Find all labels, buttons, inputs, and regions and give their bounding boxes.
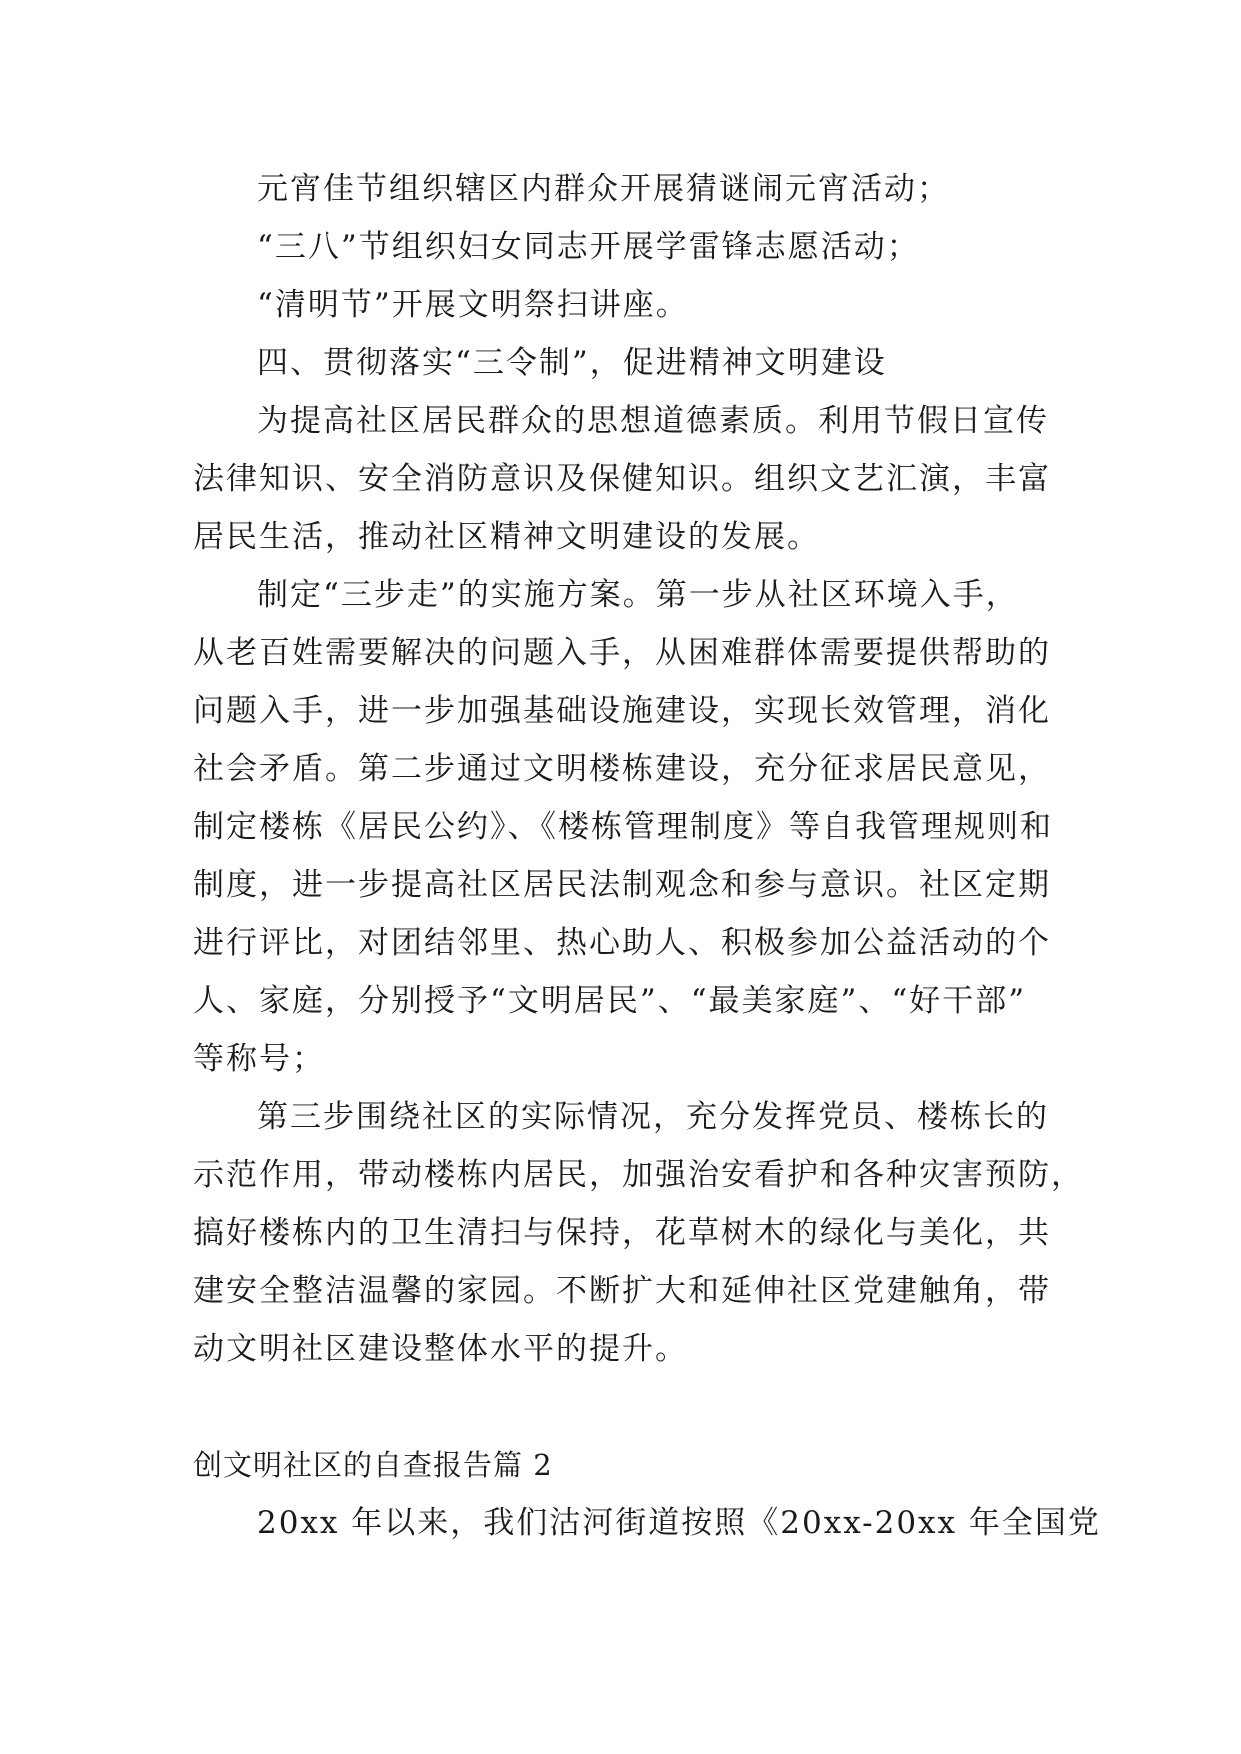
paragraph-line: 建安全整洁温馨的家园。不断扩大和延伸社区党建触角，带 <box>193 1273 1051 1309</box>
paragraph-line: 问题入手，进一步加强基础设施建设，实现长效管理，消化 <box>193 693 1051 729</box>
paragraph-line: 等称号； <box>193 1041 325 1077</box>
paragraph-line: 元宵佳节组织辖区内群众开展猜谜闹元宵活动； <box>257 171 950 207</box>
paragraph-line: 制度，进一步提高社区居民法制观念和参与意识。社区定期 <box>193 867 1051 903</box>
paragraph-line: 搞好楼栋内的卫生清扫与保持，花草树木的绿化与美化，共 <box>193 1215 1051 1251</box>
document-body <box>193 160 1101 1552</box>
paragraph-line: 制定“三步走”的实施方案。第一步从社区环境入手， <box>257 577 1019 613</box>
paragraph-line: 从老百姓需要解决的问题入手，从困难群体需要提供帮助的 <box>193 635 1051 671</box>
article-title: 创文明社区的自查报告篇 2 <box>193 1448 553 1482</box>
paragraph-line: 人、家庭，分别授予“文明居民”、“最美家庭”、“好干部” <box>193 983 1027 1019</box>
paragraph-line: 第三步围绕社区的实际情况，充分发挥党员、楼栋长的 <box>257 1099 1049 1135</box>
section-spacer <box>193 1378 1053 1436</box>
paragraph-line: “三八”节组织妇女同志开展学雷锋志愿活动； <box>257 229 920 265</box>
paragraph-line: 社会矛盾。第二步通过文明楼栋建设，充分征求居民意见， <box>193 751 1051 787</box>
paragraph-line: 为提高社区居民群众的思想道德素质。利用节假日宣传 <box>257 403 1049 439</box>
paragraph-line: “清明节”开展文明祭扫讲座。 <box>257 287 689 323</box>
paragraph-line: 动文明社区建设整体水平的提升。 <box>193 1331 688 1367</box>
paragraph-line: 法律知识、安全消防意识及保健知识。组织文艺汇演，丰富 <box>193 461 1051 497</box>
paragraph-line: 示范作用，带动楼栋内居民，加强治安看护和各种灾害预防， <box>193 1157 1084 1193</box>
paragraph-line: 进行评比，对团结邻里、热心助人、积极参加公益活动的个 <box>193 925 1051 961</box>
paragraph-line: 制定楼栋《居民公约》、《楼栋管理制度》等自我管理规则和 <box>193 809 1053 845</box>
paragraph-line: 居民生活，推动社区精神文明建设的发展。 <box>193 519 820 555</box>
paragraph-line: 20xx 年以来，我们沽河街道按照《20xx-20xx 年全国党 <box>257 1505 1101 1541</box>
section-heading: 四、贯彻落实“三令制”，促进精神文明建设 <box>257 345 887 381</box>
